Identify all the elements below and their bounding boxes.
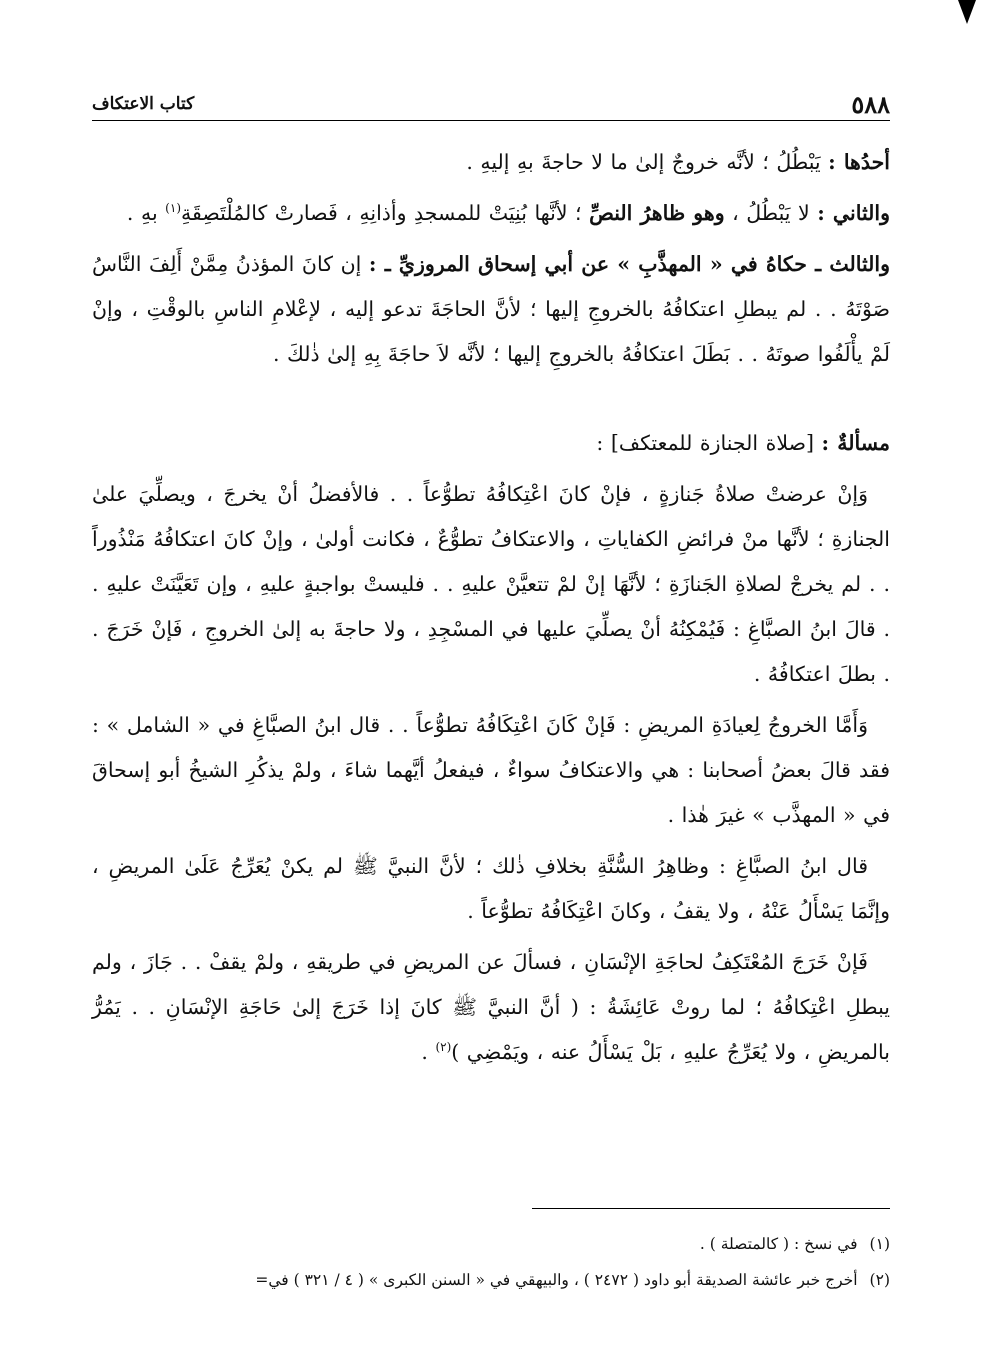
footnote-text: في نسخ : ( كالمتصلة ) . [699,1235,858,1253]
paragraph-text: . [421,1040,436,1064]
main-text [92,140,890,1075]
corner-scan-mark [958,0,976,24]
footnote-number: (١) [869,1235,890,1253]
paragraph-sunnah: قال ابنُ الصبَّاغِ : وظاهِرُ السُّنَّةِ بخلافِ ذٰلك ؛ لأنَّ النبيَّ ﷺ لم يكنْ يُعَرِّجُ عَلَىٰ المريضِ ، وإنَّمَا يَسْأَلُ عَنْهُ ، ولا يقفُ ، وكانَ اعْتِكَافُهُ تطوُّعاً . [92,854,890,923]
running-title: كتاب الاعتكاف [92,94,195,114]
footnote-ref-1: (١) [165,201,181,216]
page-header [92,88,890,121]
section-gap [92,377,890,421]
footnote-ref-2: (٢) [435,1040,452,1055]
paragraph-first-opinion [92,140,890,185]
page-number: ٥٨٨ [851,89,890,119]
paragraph-text: يَبْطُلُ ؛ لأنَّه خروجٌ إلىٰ ما لا حاجةَ بهِ إليهِ . [466,150,829,174]
paragraph-funeral-prayer: وَإنْ عرضتْ صلاةُ جَنازةٍ ، فإنْ كانَ اعْتِكافُهُ تطوُّعاً . . فالأفضلُ أنْ يخرجَ ، ويصلِّيَ علىٰ الجنازةِ ؛ لأنَّها منْ فرائضِ الكفاياتِ ، والاعتكافُ تطوُّعٌ ، فكانت أولىٰ ، وإنْ كانَ اعتكافُهُ مَنْذُوراً . . لم يخرجْ لصلاةِ الجَنازَةِ ؛ لأنَّهَا إنْ لمْ تتعيَّنْ عليهِ . . فليستْ بواجبةٍ عليهِ ، وإن تَعَيَّنَتْ عليهِ . . قالَ ابنُ الصبَّاغِ : فَيُمْكِنُهُ أنْ يصلِّيَ عليها في المسْجِدِ ، ولا حاجةَ به إلىٰ الخروجِ ، فَإنْ خَرَجَ . . بطلَ اعتكافُهُ . [92,482,890,686]
paragraph-text: إن كانَ المؤذنُ مِمَّنْ أَلِفَ النَّاسُ صَوْتَهُ . . لم يبطلِ اعتكافُهُ بالخروجِ إليها ؛ لأنَّ الحاجَةَ تدعو إليه ، لإعْلامِ الناسِ بالوقْتِ ، وإنْ لَمْ يأْلَفُوا صوتَهُ . . بَطَلَ اعتكافُهُ بالخروجِ إليها ؛ لأنَّه لاَ حاجَةَ بِهِ إلىٰ ذٰلكَ . [92,252,890,366]
footnote-number: (٢) [869,1271,890,1289]
footnote-item [92,1226,890,1262]
paragraph-bold-phrase: وهو ظاهرُ النصِّ [589,201,725,225]
paragraph-third-opinion [92,242,890,377]
masala-heading [92,421,890,466]
masala-title: [صلاة الجنازة للمعتكف] : [596,431,822,455]
paragraph-second-opinion [92,191,890,236]
footnote-text: أخرج خبر عائشة الصديقة أبو داود ( ٢٤٧٢ ) ، والبيهقي في « السنن الكبرى » ( ٤ / ٣٢١ ) في= [255,1271,858,1289]
footnotes [92,1226,890,1298]
paragraph-aisha-narration [92,940,890,1075]
footnote-separator [532,1208,890,1209]
paragraph-lead: والثاني : [817,201,890,225]
paragraph-text: ؛ لأنَّها بُنِيَتْ للمسجدِ وأذانِهِ ، فَصارتْ كالمُلْتَصِقَةِ [181,201,590,225]
paragraph-text: فَإنْ خَرَجَ المُعْتَكِفُ لحاجَةِ الإنْسَانِ ، فسألَ عن المريضِ في طريقهِ ، ولمْ يقفْ . . جَازَ ، ولم يبطلِ اعْتِكافُهُ ؛ لما روتْ عَائِشَةُ : ( أنَّ النبيَّ ﷺ كانَ إذا خَرَجَ إلىٰ حَاجَةِ الإنْسَانِ . . يَمُرُّ بالمريضِ ، ولا يُعَرِّجُ عليهِ ، بَلْ يَسْأَلُ عنه ، ويَمْضِي ) [92,950,890,1064]
paragraph-lead: والثالث ـ حكاهُ في « المهذَّبِ » عن أبي إسحاق المروزيِّ ـ : [368,252,890,276]
paragraph-text: بهِ . [126,201,166,225]
footnote-item [92,1262,890,1298]
masala-label: مسألةٌ : [821,431,890,455]
paragraph-lead: أحدُها : [828,150,890,174]
paragraph-visiting-sick: وَأَمَّا الخروجُ لِعيادَةِ المريضِ : فَإنْ كَانَ اعْتِكَافُهُ تطوُّعاً . . قال ابنُ الصبَّاغِ في « الشامل » : فقد قالَ بعضُ أصحابنا : هي والاعتكافُ سواءٌ ، فيفعلُ أيَّهما شاءَ ، ولمْ يذكُرِ الشيخُ أبو إسحاقَ في « المهذَّب » غيرَ هٰذا . [92,713,890,827]
paragraph-text: لا يَبْطُلُ ، [724,201,818,225]
